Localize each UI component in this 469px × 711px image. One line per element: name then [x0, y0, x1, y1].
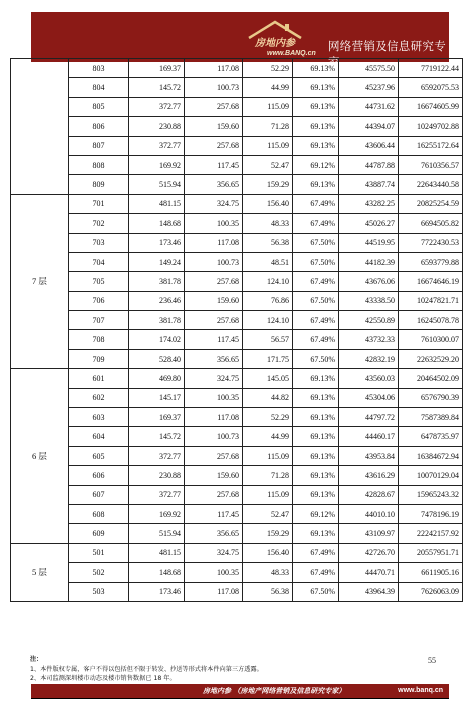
- unit-number-cell: 502: [69, 563, 129, 582]
- value-cell: 69.13%: [293, 466, 339, 485]
- value-cell: 67.49%: [293, 311, 339, 330]
- footer-url: www.banq.cn: [398, 687, 443, 694]
- note-line-2: 2、本司监测深圳楼市动态及楼市销售数据已 18 年。: [30, 675, 176, 682]
- value-cell: 48.33: [243, 563, 293, 582]
- value-cell: 48.51: [243, 252, 293, 271]
- value-cell: 124.10: [243, 272, 293, 291]
- floor-label: 7 层: [11, 194, 69, 369]
- value-cell: 159.29: [243, 524, 293, 543]
- value-cell: 324.75: [185, 369, 243, 388]
- value-cell: 7719122.44: [399, 59, 463, 78]
- value-cell: 42550.89: [339, 311, 399, 330]
- note-line-1: 1、本件版权专属，客户不得以包括但不限于转发、抄送等形式将本件向第三方透露。: [30, 665, 263, 673]
- value-cell: 159.29: [243, 175, 293, 194]
- value-cell: 145.05: [243, 369, 293, 388]
- value-cell: 381.78: [129, 311, 185, 330]
- value-cell: 173.46: [129, 582, 185, 601]
- value-cell: 45575.50: [339, 59, 399, 78]
- value-cell: 257.68: [185, 272, 243, 291]
- table-row: [11, 194, 463, 213]
- value-cell: 43616.29: [339, 466, 399, 485]
- value-cell: 173.46: [129, 233, 185, 252]
- value-cell: 20464502.09: [399, 369, 463, 388]
- value-cell: 117.08: [185, 233, 243, 252]
- floor-label: 6 层: [11, 369, 69, 544]
- value-cell: 145.72: [129, 427, 185, 446]
- value-cell: 67.49%: [293, 563, 339, 582]
- value-cell: 257.68: [185, 311, 243, 330]
- value-cell: 44460.17: [339, 427, 399, 446]
- table-row: [11, 233, 463, 252]
- value-cell: 48.33: [243, 214, 293, 233]
- value-cell: 257.68: [185, 136, 243, 155]
- value-cell: 481.15: [129, 194, 185, 213]
- value-cell: 71.28: [243, 117, 293, 136]
- value-cell: 159.60: [185, 291, 243, 310]
- floor-label: [11, 59, 69, 195]
- value-cell: 7626063.09: [399, 582, 463, 601]
- unit-number-cell: 805: [69, 97, 129, 116]
- value-cell: 42726.70: [339, 543, 399, 562]
- value-cell: 148.68: [129, 563, 185, 582]
- value-cell: 52.47: [243, 155, 293, 174]
- value-cell: 45304.06: [339, 388, 399, 407]
- value-cell: 515.94: [129, 175, 185, 194]
- value-cell: 100.73: [185, 252, 243, 271]
- unit-number-cell: 703: [69, 233, 129, 252]
- table-row: [11, 427, 463, 446]
- value-cell: 22242157.92: [399, 524, 463, 543]
- value-cell: 6593779.88: [399, 252, 463, 271]
- value-cell: 71.28: [243, 466, 293, 485]
- value-cell: 117.08: [185, 582, 243, 601]
- table-row: [11, 330, 463, 349]
- floor-label: 5 层: [11, 543, 69, 601]
- value-cell: 67.49%: [293, 194, 339, 213]
- value-cell: 230.88: [129, 466, 185, 485]
- value-cell: 69.13%: [293, 117, 339, 136]
- value-cell: 117.08: [185, 59, 243, 78]
- value-cell: 20557951.71: [399, 543, 463, 562]
- value-cell: 43676.06: [339, 272, 399, 291]
- unit-number-cell: 702: [69, 214, 129, 233]
- value-cell: 22632529.20: [399, 349, 463, 368]
- value-cell: 148.68: [129, 214, 185, 233]
- unit-number-cell: 607: [69, 485, 129, 504]
- value-cell: 156.40: [243, 543, 293, 562]
- value-cell: 515.94: [129, 524, 185, 543]
- value-cell: 171.75: [243, 349, 293, 368]
- value-cell: 67.50%: [293, 582, 339, 601]
- value-cell: 6478735.97: [399, 427, 463, 446]
- table-row: [11, 214, 463, 233]
- value-cell: 69.13%: [293, 388, 339, 407]
- value-cell: 56.38: [243, 582, 293, 601]
- notes: [30, 655, 420, 684]
- unit-number-cell: 707: [69, 311, 129, 330]
- value-cell: 169.37: [129, 59, 185, 78]
- value-cell: 69.13%: [293, 427, 339, 446]
- value-cell: 44797.72: [339, 408, 399, 427]
- value-cell: 22643440.58: [399, 175, 463, 194]
- table-row: [11, 59, 463, 78]
- table-row: [11, 446, 463, 465]
- unit-number-cell: 804: [69, 78, 129, 97]
- value-cell: 67.49%: [293, 543, 339, 562]
- table-row: [11, 291, 463, 310]
- value-cell: 100.73: [185, 78, 243, 97]
- value-cell: 356.65: [185, 349, 243, 368]
- notes-label: 注：: [30, 656, 43, 663]
- value-cell: 43606.44: [339, 136, 399, 155]
- unit-number-cell: 706: [69, 291, 129, 310]
- value-cell: 356.65: [185, 175, 243, 194]
- table-row: [11, 485, 463, 504]
- value-cell: 42832.19: [339, 349, 399, 368]
- value-cell: 43109.97: [339, 524, 399, 543]
- value-cell: 372.77: [129, 485, 185, 504]
- table-row: [11, 408, 463, 427]
- value-cell: 15965243.32: [399, 485, 463, 504]
- value-cell: 52.29: [243, 59, 293, 78]
- value-cell: 43282.25: [339, 194, 399, 213]
- value-cell: 20825254.59: [399, 194, 463, 213]
- value-cell: 7610300.07: [399, 330, 463, 349]
- table-row: [11, 252, 463, 271]
- value-cell: 69.13%: [293, 485, 339, 504]
- value-cell: 16384672.94: [399, 446, 463, 465]
- value-cell: 149.24: [129, 252, 185, 271]
- value-cell: 10247821.71: [399, 291, 463, 310]
- unit-number-cell: 704: [69, 252, 129, 271]
- value-cell: 44731.62: [339, 97, 399, 116]
- value-cell: 43964.39: [339, 582, 399, 601]
- value-cell: 44010.10: [339, 504, 399, 523]
- value-cell: 230.88: [129, 117, 185, 136]
- table-row: [11, 524, 463, 543]
- value-cell: 115.09: [243, 485, 293, 504]
- value-cell: 67.50%: [293, 233, 339, 252]
- unit-number-cell: 708: [69, 330, 129, 349]
- table-row: [11, 543, 463, 562]
- value-cell: 52.47: [243, 504, 293, 523]
- value-cell: 372.77: [129, 136, 185, 155]
- value-cell: 69.13%: [293, 175, 339, 194]
- footer-text: 房地内参 （房地产网络营销及信息研究专家）: [203, 686, 346, 695]
- table-row: [11, 155, 463, 174]
- table-row: [11, 504, 463, 523]
- value-cell: 67.50%: [293, 252, 339, 271]
- value-cell: 115.09: [243, 97, 293, 116]
- value-cell: 236.46: [129, 291, 185, 310]
- value-cell: 117.45: [185, 330, 243, 349]
- unit-number-cell: 808: [69, 155, 129, 174]
- value-cell: 372.77: [129, 97, 185, 116]
- unit-number-cell: 503: [69, 582, 129, 601]
- logo-name: 房地内参: [255, 38, 295, 49]
- unit-number-cell: 605: [69, 446, 129, 465]
- value-cell: 44182.39: [339, 252, 399, 271]
- value-cell: 6576790.39: [399, 388, 463, 407]
- value-cell: 44394.07: [339, 117, 399, 136]
- value-cell: 69.13%: [293, 59, 339, 78]
- table-row: [11, 272, 463, 291]
- value-cell: 381.78: [129, 272, 185, 291]
- unit-number-cell: 807: [69, 136, 129, 155]
- unit-number-cell: 809: [69, 175, 129, 194]
- unit-number-cell: 601: [69, 369, 129, 388]
- value-cell: 52.29: [243, 408, 293, 427]
- unit-number-cell: 603: [69, 408, 129, 427]
- value-cell: 69.13%: [293, 446, 339, 465]
- value-cell: 257.68: [185, 446, 243, 465]
- table-row: [11, 582, 463, 601]
- value-cell: 69.12%: [293, 155, 339, 174]
- table-row: [11, 466, 463, 485]
- value-cell: 156.40: [243, 194, 293, 213]
- value-cell: 100.73: [185, 427, 243, 446]
- unit-number-cell: 501: [69, 543, 129, 562]
- value-cell: 67.49%: [293, 330, 339, 349]
- value-cell: 69.13%: [293, 524, 339, 543]
- value-cell: 100.35: [185, 388, 243, 407]
- value-cell: 117.45: [185, 504, 243, 523]
- value-cell: 257.68: [185, 485, 243, 504]
- value-cell: 45237.96: [339, 78, 399, 97]
- table-row: [11, 97, 463, 116]
- value-cell: 43338.50: [339, 291, 399, 310]
- value-cell: 43560.03: [339, 369, 399, 388]
- value-cell: 6694505.82: [399, 214, 463, 233]
- value-cell: 45026.27: [339, 214, 399, 233]
- value-cell: 117.45: [185, 155, 243, 174]
- value-cell: 43732.33: [339, 330, 399, 349]
- value-cell: 7610356.57: [399, 155, 463, 174]
- unit-number-cell: 606: [69, 466, 129, 485]
- value-cell: 69.13%: [293, 136, 339, 155]
- value-cell: 6611905.16: [399, 563, 463, 582]
- value-cell: 69.13%: [293, 97, 339, 116]
- value-cell: 481.15: [129, 543, 185, 562]
- value-cell: 6592075.53: [399, 78, 463, 97]
- table-row: [11, 136, 463, 155]
- unit-number-cell: 701: [69, 194, 129, 213]
- unit-number-cell: 803: [69, 59, 129, 78]
- value-cell: 257.68: [185, 97, 243, 116]
- value-cell: 159.60: [185, 466, 243, 485]
- value-cell: 10070129.04: [399, 466, 463, 485]
- value-cell: 100.35: [185, 214, 243, 233]
- table-row: [11, 563, 463, 582]
- value-cell: 7722430.53: [399, 233, 463, 252]
- value-cell: 372.77: [129, 446, 185, 465]
- table-row: [11, 117, 463, 136]
- value-cell: 56.38: [243, 233, 293, 252]
- value-cell: 159.60: [185, 117, 243, 136]
- unit-number-cell: 705: [69, 272, 129, 291]
- value-cell: 69.13%: [293, 369, 339, 388]
- logo-url: www.BANQ.cn: [267, 50, 316, 57]
- table-row: [11, 369, 463, 388]
- value-cell: 67.49%: [293, 214, 339, 233]
- value-cell: 324.75: [185, 543, 243, 562]
- value-cell: 44519.95: [339, 233, 399, 252]
- value-cell: 356.65: [185, 524, 243, 543]
- value-cell: 174.02: [129, 330, 185, 349]
- value-cell: 16255172.64: [399, 136, 463, 155]
- value-cell: 7478196.19: [399, 504, 463, 523]
- table-row: [11, 388, 463, 407]
- table-row: [11, 349, 463, 368]
- unit-number-cell: 806: [69, 117, 129, 136]
- value-cell: 43887.74: [339, 175, 399, 194]
- footer-banner: [31, 684, 449, 699]
- value-cell: 145.72: [129, 78, 185, 97]
- value-cell: 145.17: [129, 388, 185, 407]
- value-cell: 44.99: [243, 427, 293, 446]
- value-cell: 7587389.84: [399, 408, 463, 427]
- value-cell: 16674605.99: [399, 97, 463, 116]
- value-cell: 117.08: [185, 408, 243, 427]
- value-cell: 56.57: [243, 330, 293, 349]
- value-cell: 44787.88: [339, 155, 399, 174]
- value-cell: 115.09: [243, 136, 293, 155]
- table-row: [11, 311, 463, 330]
- value-cell: 469.80: [129, 369, 185, 388]
- value-cell: 528.40: [129, 349, 185, 368]
- value-cell: 100.35: [185, 563, 243, 582]
- banner-title: 网络营销及信息研究专家: [328, 39, 446, 69]
- value-cell: 67.50%: [293, 349, 339, 368]
- table-row: [11, 78, 463, 97]
- value-cell: 67.50%: [293, 291, 339, 310]
- value-cell: 44.99: [243, 78, 293, 97]
- value-cell: 169.92: [129, 504, 185, 523]
- unit-number-cell: 608: [69, 504, 129, 523]
- value-cell: 10249702.88: [399, 117, 463, 136]
- value-cell: 43953.84: [339, 446, 399, 465]
- value-cell: 115.09: [243, 446, 293, 465]
- value-cell: 44470.71: [339, 563, 399, 582]
- value-cell: 44.82: [243, 388, 293, 407]
- value-cell: 16674646.19: [399, 272, 463, 291]
- table-row: [11, 175, 463, 194]
- value-cell: 124.10: [243, 311, 293, 330]
- unit-number-cell: 604: [69, 427, 129, 446]
- value-cell: 324.75: [185, 194, 243, 213]
- value-cell: 16245078.78: [399, 311, 463, 330]
- value-cell: 69.13%: [293, 78, 339, 97]
- value-cell: 69.12%: [293, 504, 339, 523]
- value-cell: 69.13%: [293, 408, 339, 427]
- unit-price-table: [10, 58, 463, 602]
- value-cell: 169.92: [129, 155, 185, 174]
- value-cell: 67.49%: [293, 272, 339, 291]
- unit-number-cell: 602: [69, 388, 129, 407]
- value-cell: 42828.67: [339, 485, 399, 504]
- unit-number-cell: 609: [69, 524, 129, 543]
- value-cell: 76.86: [243, 291, 293, 310]
- unit-number-cell: 709: [69, 349, 129, 368]
- value-cell: 169.37: [129, 408, 185, 427]
- page-number: 55: [428, 656, 436, 665]
